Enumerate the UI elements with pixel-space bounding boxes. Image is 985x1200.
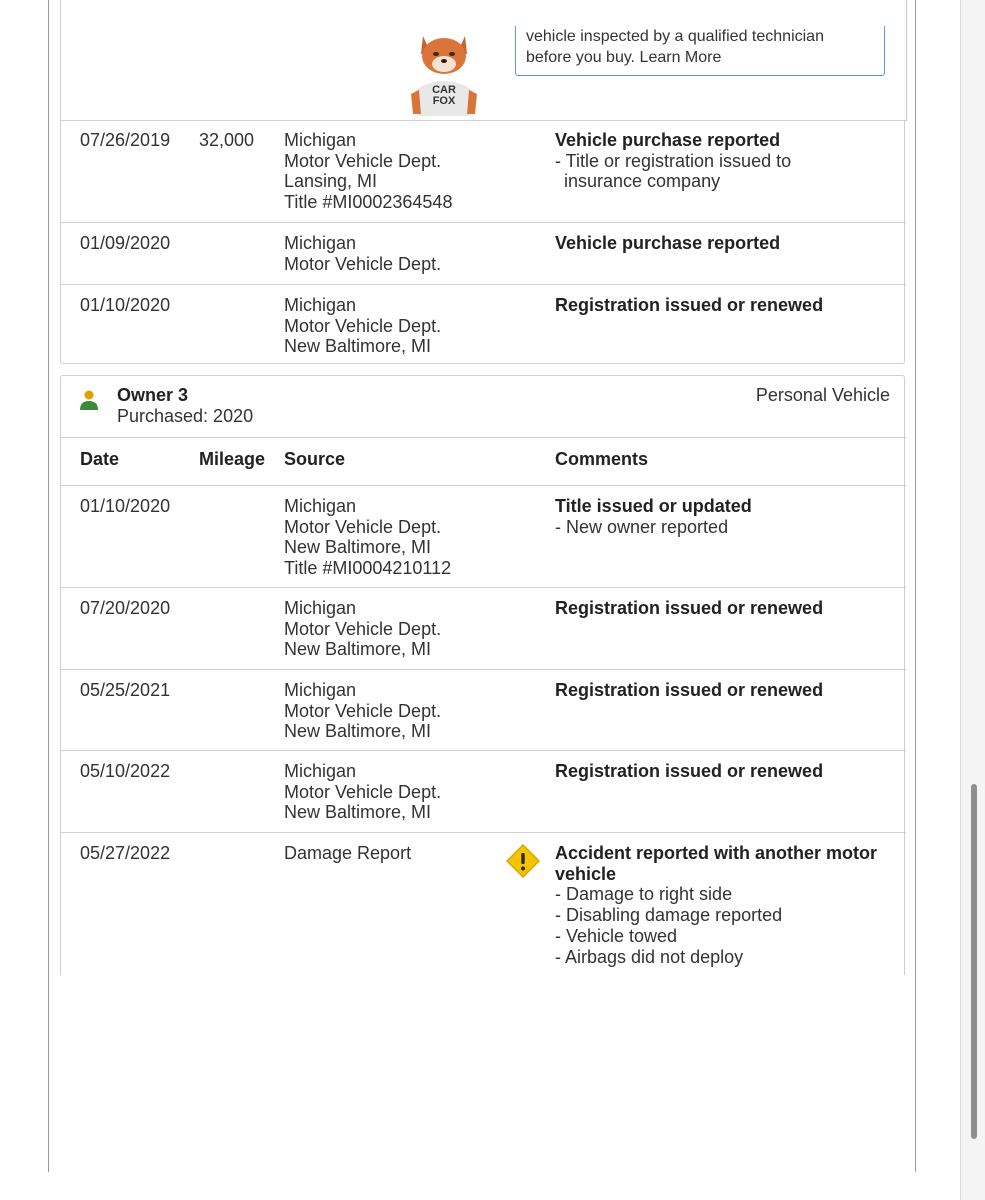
col-comments-header: Comments bbox=[555, 449, 649, 469]
row-comments: Title issued or updated - New owner reported bbox=[555, 496, 752, 537]
scrollbar-thumb[interactable] bbox=[971, 784, 977, 1139]
tip-line-1: vehicle inspected by a qualified technician bbox=[526, 28, 824, 45]
row-comments: Registration issued or renewed bbox=[555, 680, 824, 700]
row-date: 05/25/2021 bbox=[80, 680, 171, 700]
table-row bbox=[61, 284, 906, 364]
owner-name: Owner 3 bbox=[117, 385, 189, 405]
warning-icon bbox=[505, 843, 541, 879]
col-date-header: Date bbox=[80, 449, 120, 469]
table-row bbox=[61, 750, 906, 832]
row-source: Michigan Motor Vehicle Dept. New Baltimore, MI bbox=[284, 598, 442, 660]
table-row bbox=[61, 669, 906, 750]
owner-purchased: Purchased: 2020 bbox=[117, 406, 254, 426]
col-mileage-header: Mileage bbox=[199, 449, 266, 469]
row-source: Michigan Motor Vehicle Dept. New Baltimore, MI bbox=[284, 680, 442, 742]
owner3-history-table bbox=[60, 437, 905, 975]
row-comments: Registration issued or renewed bbox=[555, 598, 824, 618]
row-date: 05/10/2022 bbox=[80, 761, 171, 781]
owner3-header bbox=[60, 375, 905, 437]
row-comments: Registration issued or renewed bbox=[555, 761, 824, 781]
tip-line-2[interactable]: before you buy. Learn More bbox=[526, 49, 722, 66]
carfox-mascot-icon bbox=[403, 28, 485, 120]
row-comments: Registration issued or renewed bbox=[555, 295, 824, 315]
row-comments: Accident reported with another motor vehicle - Damage to right side - Disabling damage reported - Vehicle towed - Airbags did not deploy bbox=[555, 843, 878, 967]
row-source: Michigan Motor Vehicle Dept. Lansing, MI Title #MI0002364548 bbox=[284, 130, 453, 213]
row-source: Michigan Motor Vehicle Dept. New Baltimore, MI Title #MI0004210112 bbox=[284, 496, 452, 579]
row-source: Damage Report bbox=[284, 843, 412, 863]
row-source: Michigan Motor Vehicle Dept. New Baltimore, MI bbox=[284, 295, 442, 357]
owner-vehicle-type: Personal Vehicle bbox=[755, 385, 890, 405]
table-row bbox=[61, 222, 906, 284]
table-row bbox=[61, 120, 906, 222]
fox-badge-line2: FOX bbox=[432, 95, 456, 107]
row-date: 07/26/2019 bbox=[80, 130, 171, 150]
table-row bbox=[61, 587, 906, 669]
row-date: 01/10/2020 bbox=[80, 496, 171, 516]
row-mileage: 32,000 bbox=[199, 130, 255, 150]
row-source: Michigan Motor Vehicle Dept. bbox=[284, 233, 442, 274]
row-comments: Vehicle purchase reported bbox=[555, 233, 781, 253]
row-date: 05/27/2022 bbox=[80, 843, 171, 863]
owner2-history-table bbox=[60, 120, 905, 364]
fox-badge-line1: CAR bbox=[432, 84, 456, 96]
page-left-edge bbox=[48, 0, 49, 1172]
tip-section bbox=[60, 0, 907, 121]
row-source: Michigan Motor Vehicle Dept. New Baltimore, MI bbox=[284, 761, 442, 823]
page-right-edge bbox=[915, 0, 916, 1172]
row-comments: Vehicle purchase reported - Title or registration issued to insurance company bbox=[555, 130, 792, 192]
table-header bbox=[61, 437, 906, 485]
person-icon bbox=[79, 389, 99, 411]
tip-box[interactable] bbox=[515, 26, 885, 76]
table-row bbox=[61, 485, 906, 587]
col-source-header: Source bbox=[284, 449, 346, 469]
row-date: 01/09/2020 bbox=[80, 233, 171, 253]
table-row bbox=[61, 832, 906, 975]
row-date: 07/20/2020 bbox=[80, 598, 171, 618]
row-date: 01/10/2020 bbox=[80, 295, 171, 315]
